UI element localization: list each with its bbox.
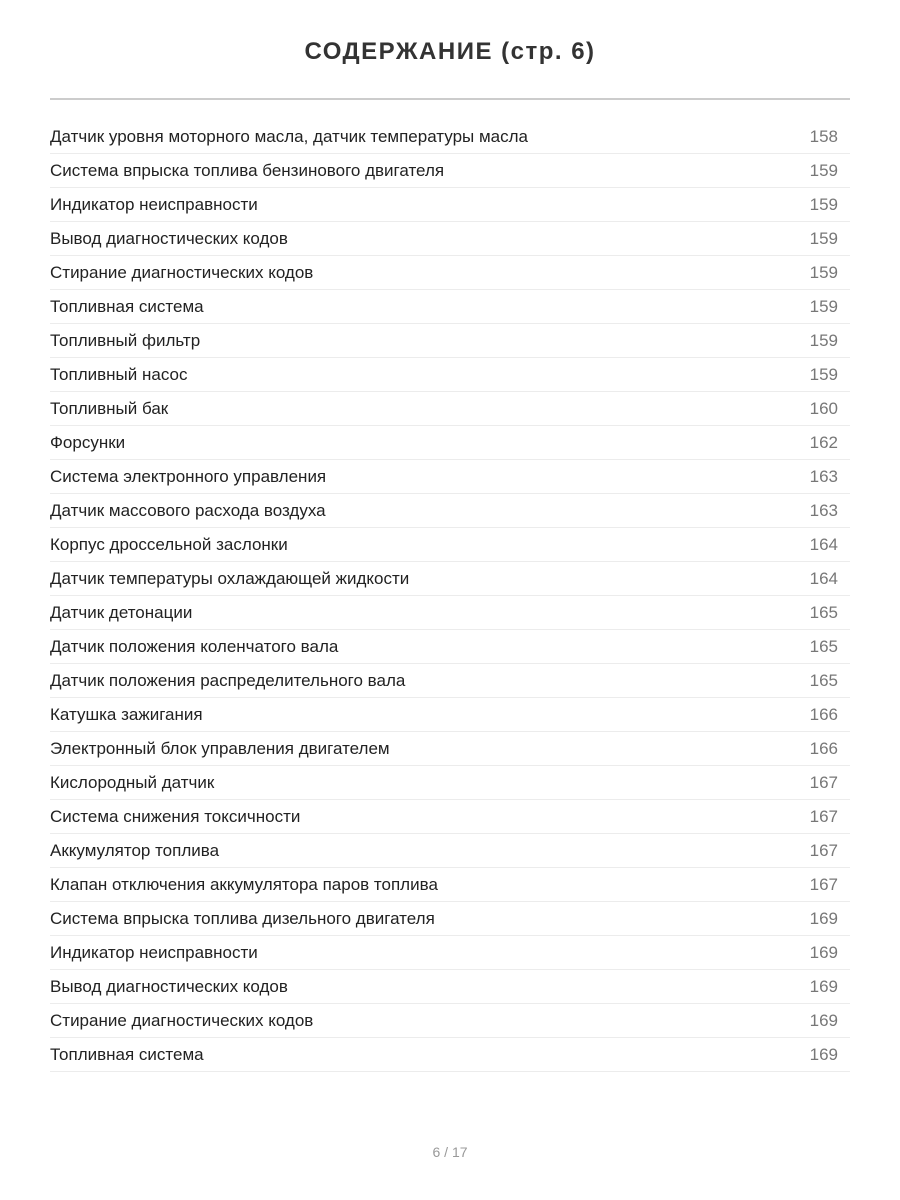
toc-entry-page: 167 xyxy=(809,874,838,894)
toc-entry-title: Корпус дроссельной заслонки xyxy=(50,534,288,554)
toc-entry-page: 160 xyxy=(809,398,838,418)
toc-entry-title: Катушка зажигания xyxy=(50,704,203,724)
toc-entry[interactable] xyxy=(50,460,850,494)
toc-entry-title: Топливная система xyxy=(50,1044,204,1064)
toc-entry-page: 159 xyxy=(809,160,838,180)
toc-entry[interactable] xyxy=(50,698,850,732)
toc-entry[interactable] xyxy=(50,902,850,936)
toc-entry-title: Вывод диагностических кодов xyxy=(50,228,288,248)
toc-entry[interactable] xyxy=(50,358,850,392)
toc-entry-page: 166 xyxy=(809,704,838,724)
toc-entry-page: 159 xyxy=(809,228,838,248)
toc-entry-title: Датчик детонации xyxy=(50,602,193,622)
toc-entry-page: 163 xyxy=(809,500,838,520)
page-title: СОДЕРЖАНИЕ (стр. 6) xyxy=(304,38,596,65)
toc-entry-page: 159 xyxy=(809,364,838,384)
toc-entry[interactable] xyxy=(50,494,850,528)
toc-entry-page: 169 xyxy=(809,942,838,962)
toc-entry-title: Система электронного управления xyxy=(50,466,327,486)
toc-entry[interactable] xyxy=(50,834,850,868)
toc-entry-page: 166 xyxy=(809,738,838,758)
toc-entry[interactable] xyxy=(50,256,850,290)
toc-entry[interactable] xyxy=(50,562,850,596)
toc-entry-title: Стирание диагностических кодов xyxy=(50,262,314,282)
toc-entry-page: 167 xyxy=(809,806,838,826)
toc-entry-title: Топливный фильтр xyxy=(50,330,201,350)
toc-entry-title: Аккумулятор топлива xyxy=(50,840,220,860)
toc-entry-page: 167 xyxy=(809,840,838,860)
toc-entry-page: 169 xyxy=(809,1010,838,1030)
toc-entry-page: 159 xyxy=(809,194,838,214)
toc-entry-page: 163 xyxy=(809,466,838,486)
page-indicator: 6 / 17 xyxy=(432,1144,468,1160)
toc-entry-title: Стирание диагностических кодов xyxy=(50,1010,314,1030)
toc-entry[interactable] xyxy=(50,528,850,562)
toc-entry-page: 169 xyxy=(809,976,838,996)
toc-entry[interactable] xyxy=(50,324,850,358)
toc-entry-page: 167 xyxy=(809,772,838,792)
title-divider xyxy=(50,98,850,100)
toc-entry[interactable] xyxy=(50,630,850,664)
toc-entry-page: 165 xyxy=(809,670,838,690)
toc-entry-title: Датчик положения распределительного вала xyxy=(50,670,406,690)
toc-entry-title: Топливный бак xyxy=(50,398,169,418)
toc-entry[interactable] xyxy=(50,936,850,970)
toc-entry-page: 169 xyxy=(809,908,838,928)
toc-entry[interactable] xyxy=(50,120,850,154)
toc-entry[interactable] xyxy=(50,766,850,800)
toc-entry[interactable] xyxy=(50,188,850,222)
toc-entry-title: Индикатор неисправности xyxy=(50,194,258,214)
toc-entry[interactable] xyxy=(50,868,850,902)
toc-entry-page: 159 xyxy=(809,296,838,316)
toc-entry-page: 162 xyxy=(809,432,838,452)
toc-entry[interactable] xyxy=(50,222,850,256)
toc-entry[interactable] xyxy=(50,1004,850,1038)
toc-entry-title: Датчик уровня моторного масла, датчик температуры масла xyxy=(50,126,528,146)
toc-entry-title: Топливный насос xyxy=(50,364,188,384)
toc-entry[interactable] xyxy=(50,596,850,630)
toc-entry-title: Датчик температуры охлаждающей жидкости xyxy=(50,568,410,588)
toc-entry-title: Система впрыска топлива бензинового двигателя xyxy=(50,160,445,180)
toc-entry-title: Датчик массового расхода воздуха xyxy=(50,500,326,520)
toc-entry-title: Система впрыска топлива дизельного двигателя xyxy=(50,908,435,928)
toc-entry[interactable] xyxy=(50,800,850,834)
toc-entry-title: Кислородный датчик xyxy=(50,772,215,792)
toc-entry-page: 159 xyxy=(809,330,838,350)
toc-entry[interactable] xyxy=(50,664,850,698)
toc-entry[interactable] xyxy=(50,426,850,460)
toc-entry-page: 169 xyxy=(809,1044,838,1064)
toc-entry-title: Система снижения токсичности xyxy=(50,806,301,826)
toc-entry[interactable] xyxy=(50,154,850,188)
toc-entry[interactable] xyxy=(50,732,850,766)
toc-entry-page: 159 xyxy=(809,262,838,282)
toc-entry-page: 165 xyxy=(809,636,838,656)
toc-entry-page: 165 xyxy=(809,602,838,622)
toc-entry-title: Топливная система xyxy=(50,296,204,316)
toc-entry-title: Клапан отключения аккумулятора паров топлива xyxy=(50,874,438,894)
toc-entry-title: Датчик положения коленчатого вала xyxy=(50,636,339,656)
toc-entry[interactable] xyxy=(50,1038,850,1072)
toc-list xyxy=(50,120,850,1072)
toc-entry-title: Индикатор неисправности xyxy=(50,942,258,962)
toc-entry-page: 158 xyxy=(809,126,838,146)
toc-entry-page: 164 xyxy=(809,534,838,554)
toc-entry-page: 164 xyxy=(809,568,838,588)
toc-entry-title: Форсунки xyxy=(50,432,126,452)
toc-entry[interactable] xyxy=(50,290,850,324)
toc-entry-title: Электронный блок управления двигателем xyxy=(50,738,390,758)
toc-entry-title: Вывод диагностических кодов xyxy=(50,976,288,996)
toc-entry[interactable] xyxy=(50,970,850,1004)
toc-entry[interactable] xyxy=(50,392,850,426)
